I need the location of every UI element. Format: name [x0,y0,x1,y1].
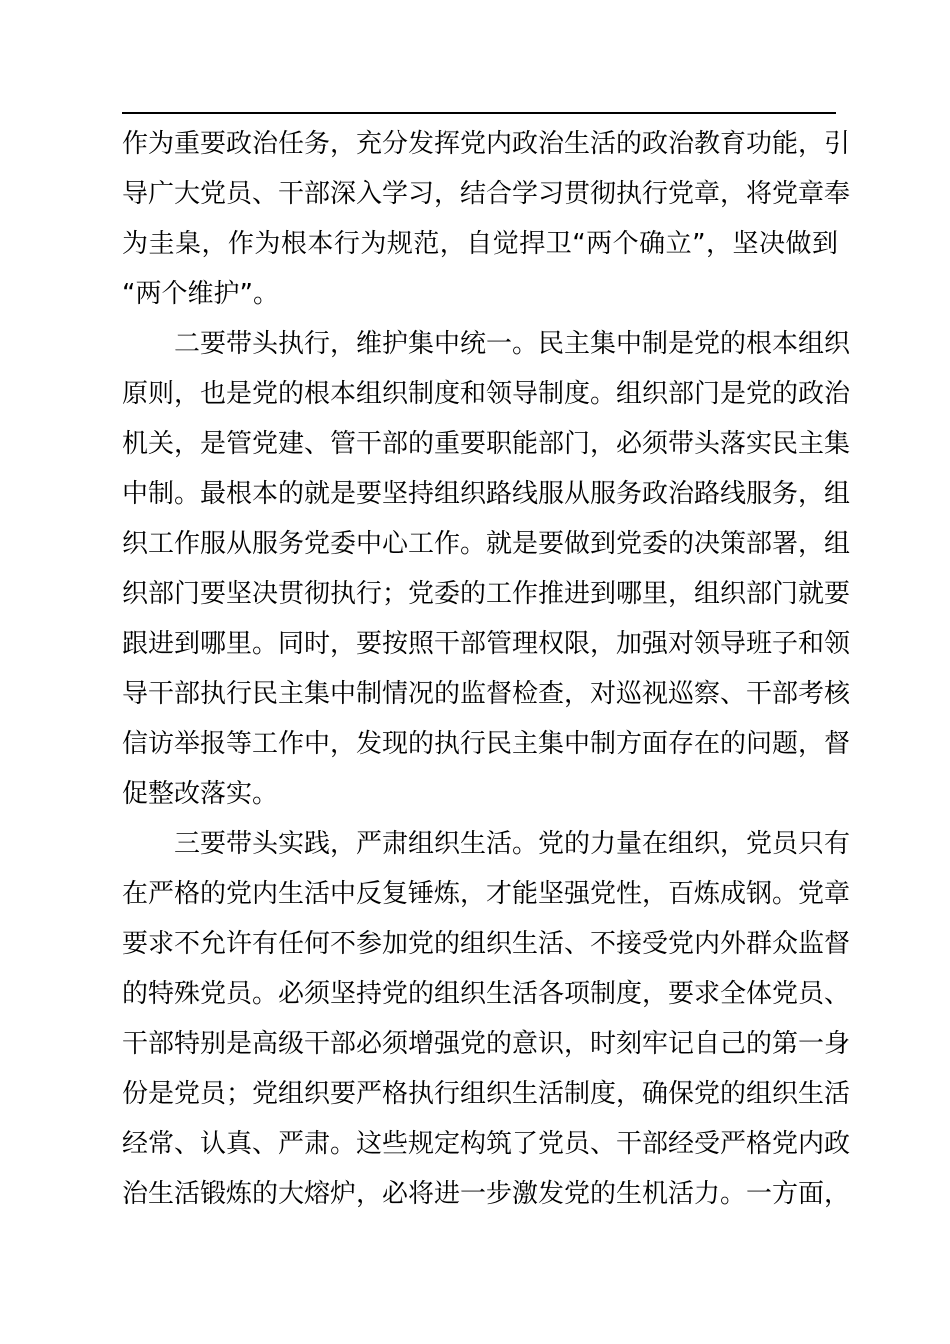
text-line: 中制。最根本的就是要坚持组织路线服从服务政治路线服务，组 [122,479,851,509]
text-line: 导广大党员、干部深入学习，结合学习贯彻执行党章，将党章奉 [122,179,851,209]
text-line: 导干部执行民主集中制情况的监督检查，对巡视巡察、干部考核 [122,679,851,709]
header-rule [122,112,836,114]
text-line: 为圭臬，作为根本行为规范，自觉捍卫“两个确立”，坚决做到 [122,229,838,259]
paragraph-first-line: 三要带头实践，严肃组织生活。党的力量在组织，党员只有 [174,829,851,859]
text-line: 的特殊党员。必须坚持党的组织生活各项制度，要求全体党员、 [122,979,851,1009]
text-line: 作为重要政治任务，充分发挥党内政治生活的政治教育功能，引 [122,129,851,159]
text-line: 织部门要坚决贯彻执行；党委的工作推进到哪里，组织部门就要 [122,579,851,609]
text-line: 信访举报等工作中，发现的执行民主集中制方面存在的问题，督 [122,729,851,759]
text-line: 促整改落实。 [122,779,279,809]
text-line: 干部特别是高级干部必须增强党的意识，时刻牢记自己的第一身 [122,1029,851,1059]
text-line: 要求不允许有任何不参加党的组织生活、不接受党内外群众监督 [122,929,851,959]
text-line: 份是党员；党组织要严格执行组织生活制度，确保党的组织生活 [122,1079,851,1109]
text-line: 原则，也是党的根本组织制度和领导制度。组织部门是党的政治 [122,379,851,409]
text-line: 在严格的党内生活中反复锤炼，才能坚强党性，百炼成钢。党章 [122,879,851,909]
text-line: “两个维护”。 [122,279,279,309]
text-line: 机关，是管党建、管干部的重要职能部门，必须带头落实民主集 [122,429,851,459]
text-line: 跟进到哪里。同时，要按照干部管理权限，加强对领导班子和领 [122,629,851,659]
text-line: 治生活锻炼的大熔炉，必将进一步激发党的生机活力。一方面， [122,1179,851,1209]
text-line: 经常、认真、严肃。这些规定构筑了党员、干部经受严格党内政 [122,1129,851,1159]
text-line: 织工作服从服务党委中心工作。就是要做到党委的决策部署，组 [122,529,851,559]
paragraph-first-line: 二要带头执行，维护集中统一。民主集中制是党的根本组织 [174,329,851,359]
